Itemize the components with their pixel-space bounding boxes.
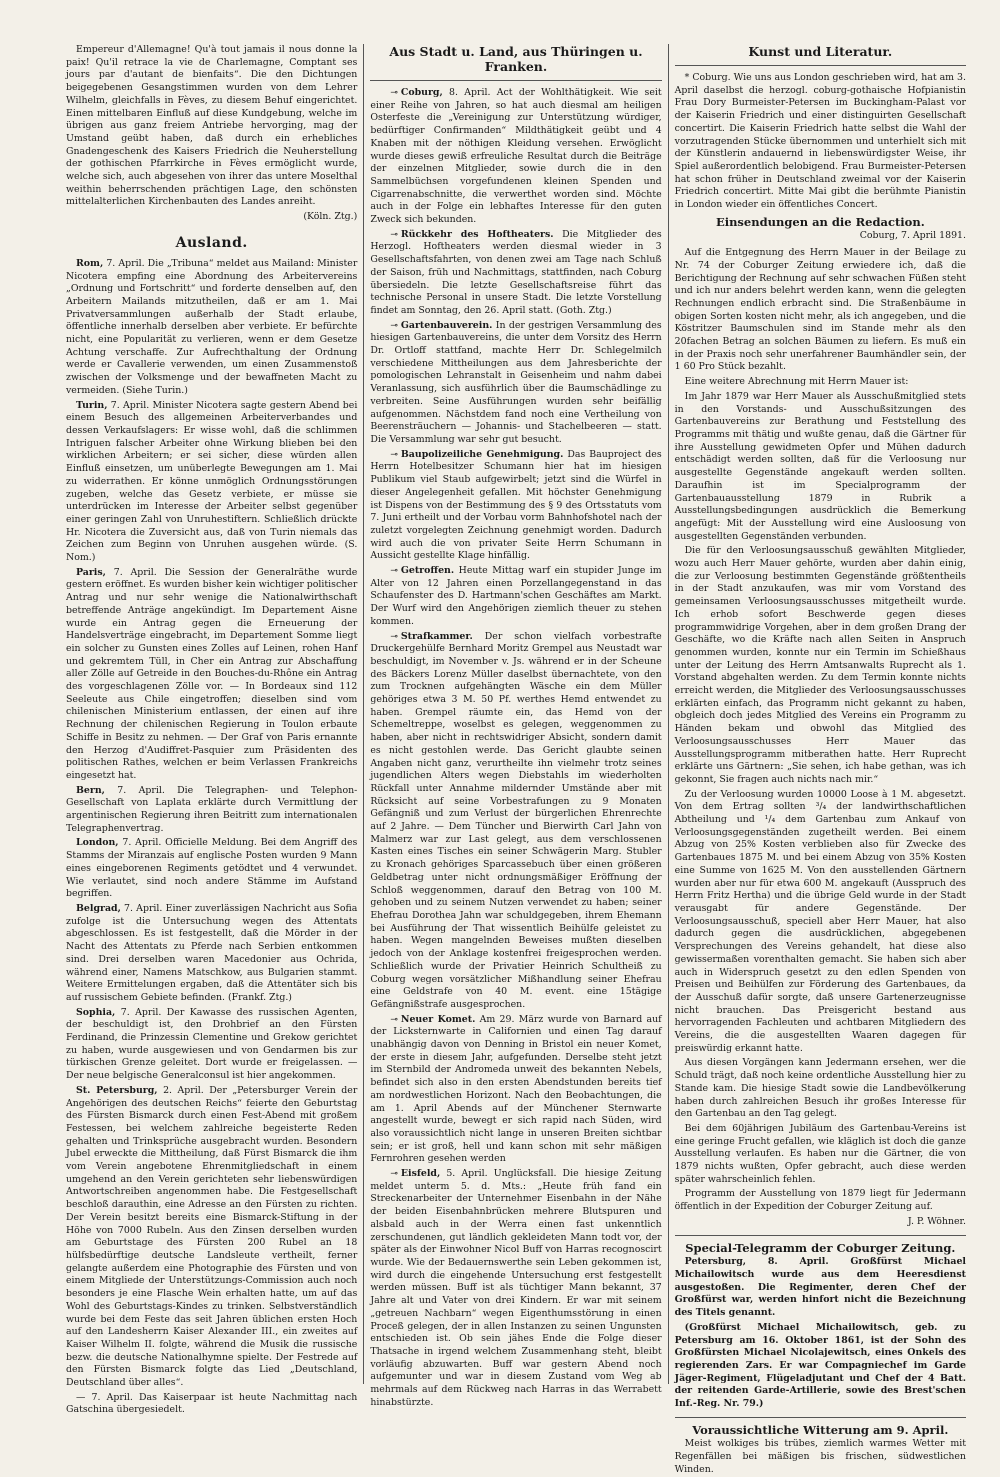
telegram-note: (Großfürst Michael Michailowitsch, geb. zu Petersburg am 16. Oktober 1861, ist der Sohn des Großfürsten Michael Nicolajewitsch, eines Onkels des regierenden Zars. Er war Compagniechef im Garde Jäger-Regiment, Flügeladjutant und Chef der 4 Batt. der reitenden Garde-Artillerie, sowie des Brest'schen Inf.-Reg. Nr. 79.)	[674, 1321, 966, 1410]
foreign-dateline: Paris,	[76, 566, 106, 578]
foreign-text: 7. April. Die Telegraphen- und Telephon-Gesellschaft von Laplata erklärte durch Vermittlung der argentinischen Regierung ihren Beitritt zum internationalen Telegraphenvertrag.	[66, 784, 358, 834]
foreign-dateline: Bern,	[76, 784, 105, 796]
foreign-text: — 7. April. Das Kaiserpaar ist heute Nachmittag nach Gatschina übergesiedelt.	[66, 1391, 358, 1416]
local-text: Das Bauproject des Herrn Hotelbesitzer Schumann hier hat im hiesigen Publikum viel Staub aufgewirbelt; jetzt sind die Würfel in dieser Angelegenheit gefallen. Mit höchster Genehmigung ist Dispens von der Bestimmung des § 9 des Ortsstatuts vom 7. Juni ertheilt und der Vorbau vorm Bahnhofshotel nach der zuletzt vorgelegten Zeichnung genehmigt worden. Dadurch wird auch die von privater Seite Herrn Schumann in Aussicht gestellte Klage hinfällig.	[370, 448, 662, 562]
foreign-dateline: Sophia,	[76, 1006, 116, 1018]
letter-paragraph: Im Jahr 1879 war Herr Mauer als Ausschußmitglied stets in den Vorstands- und Ausschußsitzungen des Gartenbauvereins zur Berathung und Feststellung des Programms mit thätig und wußte genau, daß die Gärtner für ihre Ausstellung gewidmeten Opfer und Mühen dadurch entschädigt werden sollten, daß für die Verloosung nur ausgestellte Gegenstände angekauft werden sollten. Daraufhin ist im Specialprogramm der Gartenbauausstellung 1879 in Rubrik a Ausstellungsbedingungen ausdrücklich die Bemerkung angefügt: Mit der Ausstellung wird eine Ausloosung von ausgestellten Gegenständen verbunden.	[674, 390, 966, 542]
einsendungen-title: Einsendungen an die Redaction.	[715, 214, 925, 229]
foreign-dateline: St. Petersburg,	[76, 1084, 158, 1096]
foreign-text: 2. April. Der „Petersburger Verein der Angehörigen des deutschen Reichs“ feierte den Geburtstag des Fürsten Bismarck durch einen Fest-Abend mit großem Festessen, bei welchem zahlreiche begeisterte Reden gehalten und Trinksprüche ausgebracht wurden. Besondern Jubel erweckte die Mittheilung, daß Fürst Bismarck die ihm vom Verein angebotene Ehrenmitgliedschaft in einem umgehend an den Verein gerichteten sehr liebenswürdigen Antwortschreiben angenommen habe. Die Festgesellschaft beschloß darauthin, eine Adresse an den Fürsten zu richten. Der Verein besitzt bereits eine Bismarck-Stiftung in der Höhe von 7000 Rubeln. Aus den Zinsen derselben wurden am Geburtstage des Fürsten 200 Rubel an 18 hülfsbedürftige deutsche Landsleute vertheilt, ferner gelangte außerdem eine Photographie des Fürsten und von einem Mitgliede der Unterstützungs-Commission auch noch besonders je eine Flasche Wein erhalten hatte, um auf das Wohl des Geburtstags-Kindes zu trinken. Selbstverständlich wurde bei dem Feste das seit Jahren üblichen ersten Hoch auf den Landesherrn Kaiser Alexander III., ein zweites auf Kaiser Wilhelm II. folgte, während die Musik die russische bezw. die deutsche Nationalhymne spielte. Der Festrede auf den Fürsten Bismarck folgte das Lied „Deutschland, Deutschland über alles“.	[66, 1084, 358, 1389]
local-text: Heute Mittag warf ein stupider Junge im Alter von 12 Jahren einen Porzellangegenstand in das Schaufenster des D. Hartmann'schen Geschäftes am Markt. Der Wurf wird den Angehörigen ziemlich theuer zu stehen kommen.	[370, 565, 662, 627]
section-title-ausland: Ausland.	[175, 234, 248, 251]
einsendungen-body	[675, 247, 966, 1214]
foreign-article	[66, 400, 357, 565]
column-heading-kunst: Kunst und Literatur.	[748, 44, 893, 59]
weather-text: Meist wolkiges bis trübes, ziemlich warmes Wetter mit Regenfällen bei mäßigen bis frischen, südwestlichen Winden.	[674, 1438, 966, 1475]
kunst-paragraph: * Coburg. Wie uns aus London geschrieben wird, hat am 3. April daselbst die herzogl. coburg-gothaische Hofpianistin Frau Dory Burmeister-Petersen im Buckingham-Palast vor der Kaiserin Friedrich und einer distinguirten Gesellschaft concertirt. Die Kaiserin Friedrich hatte selbst die Wahl der vorzutragenden Stücke übernommen und unterhielt sich mit der Künstlerin andauernd in liebenswürdigster Weise, ihr Spiel außerordentlich belobigend. Frau Burmeister-Petersen hat schon früher in Deutschland zweimal vor der Kaiserin Friedrich concertirt. Mitte Mai gibt die berühmte Pianistin in London wieder ein öffentliches Concert.	[674, 72, 966, 211]
local-dateline: Coburg,	[400, 87, 443, 98]
letter-paragraph: Die für den Verloosungsausschuß gewählten Mitglieder, wozu auch Herr Mauer gehörte, wurden aber dahin einig, die zur Verloosung bestimmten Gegenstände größtentheils in der Stadt anzukaufen, was mir vom Vorstand des gemeinsamen Verloosungsausschusses mitgetheilt wurde. Ich erhob sofort Beschwerde gegen dieses programmwidrige Vorgehen, aber in dem großen Drang der Geschäfte, wo die Kräfte nach allen Seiten in Anspruch genommen wurden, konnte nur ein Termin im Schießhaus unter der Leitung des Herrn Amtsanwalts Ruprecht als 1. Vorstand abgehalten werden. Zu dem Termin konnte nichts erreicht werden, die Mitglieder des Verloosungsausschusses erklärten einfach, das Programm nicht gekannt zu haben, obgleich doch jedes Mitglied des Vereins ein Programm zu Händen bekam und obwohl das Mitglied des Verloosungsausschusses Herr Mauer das Ausstellungsprogramm mitberathen hatte. Herr Ruprecht erklärte uns Gärtnern: „Sie sehen, ich habe gethan, was ich gekonnt, Sie fragen auch nichts nach mir.“	[674, 545, 966, 785]
foreign-dateline: Belgrad,	[76, 903, 121, 914]
section-marker-icon: ⊸	[390, 88, 398, 98]
foreign-article	[66, 1085, 357, 1390]
local-article	[370, 1168, 661, 1409]
local-text: 8. April. Act der Wohlthätigkeit. Wie seit einer Reihe von Jahren, so hat auch diesmal am heiligen Osterfeste die „Vereinigung zur Unterstützung würdiger, bedürftiger Confirmanden“ Mildthätigkeit geübt und 4 Knaben mit der nöthigen Kleidung versehen. Erwöglicht wurde dieses gewiß erfreuliche Resultat durch die Beiträge der einzelnen Mitglieder, sowie durch die in den Sammelbüchsen vorgefundenen kleinen Spenden und Cigarrenabschnitte, die verwerthet worden sind. Möchte auch in der Folge ein lebhaftes Interesse für den guten Zweck sich bekunden.	[370, 87, 662, 226]
local-article	[370, 320, 661, 447]
section-marker-icon: ⊸	[390, 229, 398, 240]
section-marker-icon: ⊸	[390, 320, 398, 331]
local-article	[370, 631, 661, 1012]
weather-title: Voraussichtliche Witterung am 9. April.	[692, 1422, 949, 1437]
foreign-text: 7. April. Der Kawasse des russischen Agenten, der beschuldigt ist, den Drohbrief an den Fürsten Ferdinand, die Prinzessin Clementine und Grekow gerichtet zu haben, wurde ausgewiesen und von Gendarmen bis zur türkischen Grenze geleitet. Dort wurde er freigelassen. — Der neue belgische Generalconsul ist hier angekommen.	[66, 1006, 358, 1082]
foreign-text: 7. April. Einer zuverlässigen Nachricht aus Sofia zufolge ist die Untersuchung wegen des Attentats abgeschlossen. Es ist festgestellt, daß die Mörder in der Nacht des Attentats zu Pferde nach Serbien entkommen sind. Drei derselben waren Macedonier aus Ochrida, während einer, Namens Matschkow, aus Bulgarien stammt. Weitere Ermittelungen ergaben, daß die Attentäter sich bis auf russischem Gebiete befinden. (Frankf. Ztg.)	[66, 903, 358, 1003]
letter-paragraph: Eine weitere Abrechnung mit Herrn Mauer ist:	[684, 376, 909, 388]
column-heading-stadt-land: Aus Stadt u. Land, aus Thüringen u. Franken.	[389, 44, 643, 74]
foreign-article	[66, 785, 357, 836]
letter-paragraph: Aus diesen Vorgängen kann Jedermann ersehen, wer die Schuld trägt, daß noch keine ordentliche Ausstellung hier zu Stande kam. Die hiesige Stadt sowie die Landbevölkerung haben durch zahlreichen Besuch ihr großes Interesse für den Gartenbau an den Tag gelegt.	[674, 1057, 966, 1120]
foreign-dateline: Rom,	[76, 257, 104, 269]
intro-citation: (Köln. Ztg.)	[303, 211, 358, 223]
local-text: Am 29. März wurde von Barnard auf der Licksternwarte in Californien und einen Tag darauf unabhängig davon von Denning in Bristol ein neuer Komet, der erste in diesem Jahr, aufgefunden. Derselbe steht jetzt im Sternbild der Andromeda unweit des bekannten Nebels, befindet sich also in den ersten Abendstunden bereits tief am nordwestlichen Horizont. Nach den Beobachtungen, die am 1. April Abends auf der Münchener Sternwarte angestellt wurde, bewegt er sich rapid nach Süden, wird also voraussichtlich nicht lange in unseren Breiten sichtbar sein; er ist groß, hell und kann schon mit sehr mäßigen Fernrohren gesehen werden	[370, 1013, 662, 1165]
foreign-article	[66, 1007, 357, 1083]
section-rule	[675, 1417, 966, 1418]
local-text: Die Mitglieder des Herzogl. Hoftheaters werden diesmal wieder in 3 Gesellschaftsfahrten, von denen zwei am Tage nach Schluß der Saison, früh und Nachmittags, stattfinden, nach Coburg übersiedeln. Die letzte Gesellschaftsreise führt das technische Personal in unsere Stadt. Die letzte Vorstellung findet am Sonntag, den 26. April statt. (Goth. Ztg.)	[370, 228, 662, 316]
local-dateline: Rückkehr des Hoftheaters.	[400, 228, 554, 240]
foreign-dateline: Turin,	[76, 399, 108, 411]
section-marker-icon: ⊸	[390, 449, 398, 460]
local-text: 5. April. Unglücksfall. Die hiesige Zeitung meldet unterm 5. d. Mts.: „Heute früh fand ein Streckenarbeiter der Unternehmer Eisenbahn in der Nähe der beiden Eisenbahnbrücken mehrere Blutspuren und alsbald auch in der Werra einen fast unkenntlich zerschundenen, gut ländlich gekleideten Mann todt vor, der später als der Einwohner Nicol Buff von Harras recognoscirt wurde. Wie der Bedauernswerthe sein Leben gekommen ist, wird durch die eingehende Untersuchung erst festgestellt werden müssen. Buff ist als tüchtiger Mann bekannt, 37 Jahre alt und Vater von drei Kindern. Er war mit seinem „getreuen Nachbarn“ wegen Eigenthumsstörung in einen Proceß gelegen, der in allen Instanzen zu seinen Ungunsten entschieden ist. Ob sein jähes Ende die Folge dieser Thatsache in irgend welchem Zusammenhang steht, bleibt vorläufig abzuwarten. Buff war gestern Abend noch aufgemunter und war in diesem Zustand vom Weg ab mehrmals auf dem Rückweg nach Harras in das Werrabett hinabstürzte.	[370, 1168, 662, 1408]
letter-paragraph: Auf die Entgegnung des Herrn Mauer in der Beilage zu Nr. 74 der Coburger Zeitung erwiedere ich, daß die Berichtigung der Rechnung auf sehr schwachen Füßen steht und ich nur anders belehrt werden kann, wenn die gelegten Rechnungen endlich erbracht sind. Die Straßenbäume in obigen Sorten kosten nicht mehr, als ich angegeben, und die Köstritzer Baumschulen sind im Stande mehr als den 20fachen Betrag an solchen Bäumen zu liefern. Es muß ein in der Praxis noch sehr unerfahrener Baumhändler sein, der 1 60 Pro Stück bezahlt.	[674, 247, 966, 373]
local-article	[370, 449, 661, 563]
letter-paragraph: Zu der Verloosung wurden 10000 Loose à 1 M. abgesetzt. Von dem Ertrag sollten ³/₄ der landwirthschaftlichen Abtheilung und ¹/₄ dem Gartenbau zum Ankauf von Verloosungsgegenständen zugetheilt werden. Bei einem Abzug von 25% Kosten verblieben also für Zwecke des Gartenbaues 1875 M. und bei einem Abzug von 35% Kosten eine Summe von 1625 M. Von den ausstellenden Gärtnern wurden aber nur für etwa 600 M. angekauft (Ausspruch des Herrn Fritz Hertha) und die übrige Geld wurde in der Stadt verausgabt für andere Gegenstände. Der Verloosungsausschuß, speciell aber Herr Mauer, hat also dadurch gegen die ausdrücklichen, abgegebenen Versprechungen des Vereins gehandelt, hat diese also gewissermaßen vorenthalten gemacht. Sie haben sich aber auch in Widerspruch gesetzt zu den edlen Spenden von Preisen und Beihülfen zur Förderung des Gartenbaues, da der Ausschuß dafür sorgte, daß unsere Gartenerzeugnisse nicht brauchen. Das Preisgericht bestand aus hervorragenden Fachleuten und achtbaren Mitgliedern des Vereins, die die ausgestellten Waaren dagegen für preiswürdig erkannt hatte.	[674, 788, 966, 1054]
local-text: In der gestrigen Versammlung des hiesigen Gartenbauvereins, die unter dem Vorsitz des Herrn Dr. Ortloff stattfand, machte Herr Dr. Schlegelmilch verschiedene Mittheilungen aus dem Jahresberichte der pomologischen Lehranstalt in Geisenheim und nahm dabei Veranlassung, sich ausführlich über die Baumschädlinge zu verbreiten. Seine Ausführungen wurden sehr beifällig aufgenommen. Nächstdem fand noch eine Vertheilung von Beerensträuchern — Johannis- und Stachelbeeren — statt. Die Versammlung war sehr gut besucht.	[370, 319, 662, 445]
local-dateline: Eisfeld,	[400, 1168, 441, 1180]
letter-paragraph: Programm der Ausstellung von 1879 liegt für Jedermann öffentlich in der Expedition der Coburger Zeitung auf.	[674, 1188, 966, 1213]
letter-paragraph: Bei dem 60jährigen Jubiläum des Gartenbau-Vereins ist eine geringe Frucht gefallen, wie kläglich ist doch die ganze Ausstellung verlaufen. Es haben nur die Gärtner, die von 1879 nichts wußten, Opfer gebracht, auch diese werden später wahrscheinlich fehlen.	[674, 1122, 966, 1185]
foreign-article	[66, 903, 357, 1005]
local-dateline: Gartenbauverein.	[400, 319, 493, 331]
ausland-articles	[66, 258, 357, 1417]
heading-rule	[675, 65, 966, 66]
local-dateline: Getroffen.	[400, 565, 455, 577]
section-marker-icon: ⊸	[390, 566, 398, 577]
foreign-text: 7. April. Die „Tribuna“ meldet aus Mailand: Minister Nicotera empfing eine Abordnung des Arbeitervereins „Ordnung und Fortschritt“ und forderte denselben auf, den Arbeitern Mailands mitzutheilen, daß er am 1. Mai Privatversammlungen außerhalb der Stadt erlaube, öffentliche innerhalb derselben aber verbiete. Er befürchte nicht, eine Popularität zu verlieren, wenn er dem Gesetze Achtung verschaffe. Zur Aufrechthaltung der Ordnung werde er Cavallerie verwenden, um einen Zusammenstoß zwischen der Volksmenge und der bewaffneten Macht zu vermeiden. (Siehe Turin.)	[66, 257, 358, 396]
local-articles	[370, 87, 661, 1409]
foreign-article	[66, 1392, 357, 1417]
foreign-article	[66, 567, 357, 783]
local-dateline: Baupolizeiliche Genehmigung.	[400, 448, 564, 460]
telegram-text: Petersburg, 8. April. Großfürst Michael Michailowitsch wurde aus dem Heeresdienst ausgestoßen. Die Regimenter, deren Chef der Großfürst war, werden hinfort nicht die Bezeichnung des Titels genannt.	[674, 1256, 966, 1319]
local-dateline: Strafkammer.	[400, 630, 473, 642]
local-article	[370, 229, 661, 318]
foreign-text: 7. April. Officielle Meldung. Bei dem Angriff des Stamms der Miranzais auf englische Posten wurden 9 Mann eines eingeborenen Regiments getödtet und 4 verwundet. Wie verlautet, sind noch andere Stämme im Aufstand begriffen.	[66, 837, 358, 900]
section-marker-icon: ⊸	[390, 1014, 398, 1025]
local-text: Der schon vielfach vorbestrafte Druckergehülfe Bernhard Moritz Grempel aus Neustadt war beschuldigt, im November v. Js. während er in der Scheune des Bäckers Lorenz Müller daselbst übernachtete, von den zum Trocknen aufgehängten Wäsche ein dem Müller gehöriges etwa 3 M. 50 Pf. werthes Hemd entwendet zu haben. Grempel räumte ein, das Hemd von der Schemeltreppe, woselbst es gelegen, weggenommen zu haben, aber nicht in rechtswidriger Absicht, sondern damit es nicht gestohlen werde. Das Gericht glaubte seinen Angaben nicht ganz, verurtheilte ihn vielmehr trotz seines jugendlichen Alters wegen Diebstahls im wiederholten Rückfall unter Annahme mildernder Umstände aber mit Rücksicht auf seine Vorbestrafungen zu 9 Monaten Gefängniß und zum Verlust der bürgerlichen Ehrenrechte auf 2 Jahre. — Dem Tüncher und Bierwirth Carl Jahn von Malmerz war zur Last gelegt, aus dem verschlossenen Kasten eines Tisches ein seiner Schwägerin Marg. Stubler zu Kronach gehöriges Sparcassebuch über einen größeren Geldbetrag unter nicht ordnungsmäßiger Eröffnung der Schloß weggenommen, darauf den Betrag von 100 M. gehoben und zu seinem Nutzen verwendet zu haben; seiner Ehefrau Dorothea Jahn war schuldgegeben, ihrem Ehemann bei Ausführung der That wissentlich Beihülfe geleistet zu haben. Wegen mangelnden Beweises mußten dieselben jedoch von der Anklage kostenfrei freigesprochen werden. Schließlich wurde der Privatier Heinrich Schultheiß zu Coburg wegen vorsätzlicher Mißhandlung seiner Ehefrau eine Geldstrafe von 40 M. event. eine 15tägige Gefängnißstrafe ausgesprochen.	[370, 630, 662, 1010]
foreign-text: 7. April. Minister Nicotera sagte gestern Abend bei einem Besuch des allgemeinen Arbeiterverbandes und dessen Verkaufslagers: Er wisse wohl, daß die schlimmen Intriguen falscher Arbeiter ohne Wirkung blieben bei den wirklichen Arbeitern; er sei sicher, diese würden allen Einfluß einsetzen, um unüberlegte Bewegungen am 1. Mai zu widerrathen. Er könne unmöglich Ordnungsstörungen zugeben, welche das Gesetz verbiete, er müsse sie unterdrücken im Interesse der Arbeiter selbst gegenüber einer geringen Zahl von Unruhestiftern. Schließlich drückte Hr. Nicotera die Zuversicht aus, daß von Turin niemals das Zeichen zum Beginn von Unruhen ausgehen würde. (S. Nom.)	[66, 399, 358, 564]
foreign-article	[66, 837, 357, 901]
columns	[60, 44, 972, 1475]
foreign-dateline: London,	[76, 837, 119, 849]
local-article	[370, 87, 661, 227]
section-marker-icon: ⊸	[390, 631, 398, 642]
section-marker-icon: ⊸	[390, 1169, 398, 1180]
column-left	[60, 44, 363, 1416]
local-article	[370, 565, 661, 629]
column-right	[668, 44, 972, 1475]
heading-rule	[370, 80, 661, 81]
foreign-text: 7. April. Die Session der Generalräthe wurde gestern eröffnet. Es wurden bisher kein wichtiger politischer Antrag und nur sehr wenige die Nationalwirthschaft betreffende Anträge angekündigt. Im Departement Aisne wurde ein Antrag gegen die Erneuerung der Handelsverträge eingebracht, im Departement Somme liegt ein solcher zu Gunsten eines Zolles auf Leinen, rohen Hanf und gekremtem Tüll, in Cher ein Antrag zur Abschaffung aller Zölle auf Getreide in den Bouches-du-Rhône ein Antrag des vorgeschlagenen Zölle vor. — In Bordeaux sind 112 Seeleute aus Chile eingetroffen; dieselben sind vom chilenischen Ministerium entlassen, der einen auf ihre Rechnung der chilenischen Regierung in Toulon erbaute Schiffe in Besitz zu nehmen. — Der Graf von Paris ernannte den Herzog d'Audiffret-Pasquier zum Präsidenten des politischen Rathes, welchen er beim Verlassen Frankreichs eingesetzt hat.	[66, 566, 358, 781]
local-article	[370, 1014, 661, 1166]
telegram-title: Special-Telegramm der Coburger Zeitung.	[685, 1240, 956, 1255]
section-rule	[675, 1235, 966, 1236]
foreign-article	[66, 258, 357, 398]
local-dateline: Neuer Komet.	[400, 1013, 476, 1025]
signature: J. P. Wöhner.	[907, 1215, 966, 1227]
column-middle	[363, 44, 667, 1408]
einsendungen-date: Coburg, 7. April 1891.	[859, 230, 966, 242]
intro-paragraph: Empereur d'Allemagne! Qu'à tout jamais il nous donne la paix! Qu'il retrace la vie de Charlemagne, Comptant ses jours par d'autant de bienfaits“. Die den Dichtungen beigegebenen Gesangstimmen wurden von dem Lehrer Wilhelm, gleichfalls in Fèves, zu diesem Behuf eingerichtet. Einen mittelbaren Einfluß auf diese Kundgebung, welche im übrigen aus ganz freiem Antriebe hervorging, mag der Umstand geübt haben, daß durch ein erhebliches Gnadengeschenk des Kaisers Friedrich die Neuherstellung der gothischen Pfarrkirche in Fèves ermöglicht wurde, welche sich, auch abgesehen von ihrer das untere Moselthal weithin beherrschenden prächtigen Lage, den schönsten mittelalterlichen Kirchenbauten des Landes anreiht.	[66, 44, 358, 208]
